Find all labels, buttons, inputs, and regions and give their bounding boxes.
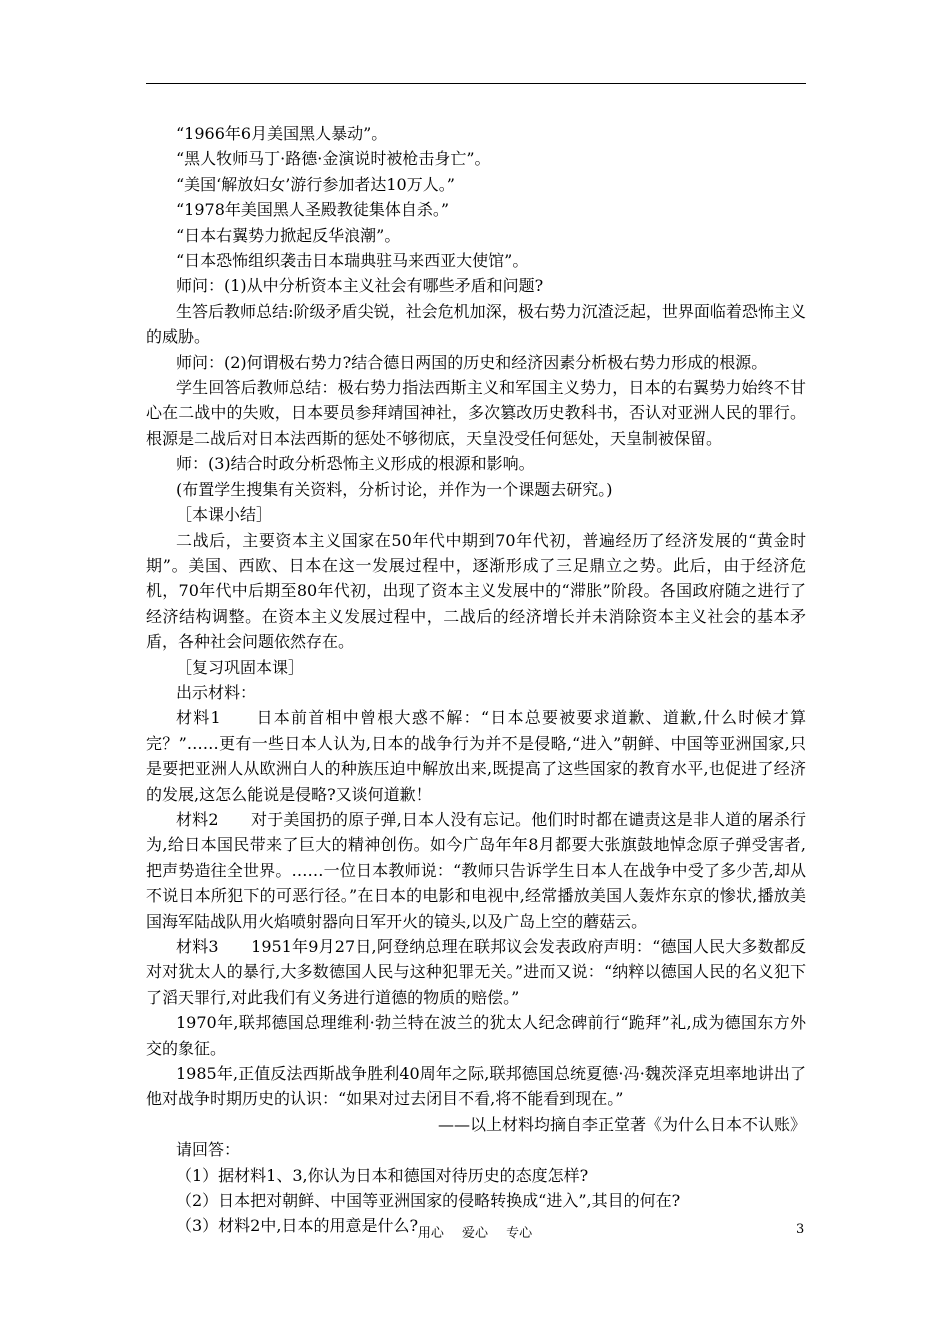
paragraph: 1985年,正值反法西斯战争胜利40周年之际,联邦德国总统夏德·冯·魏茨泽克坦率地讲出了他对战争时期历史的认识：“如果对过去闭目不看,将不能看到现在。” [146, 1064, 806, 1109]
paragraph: “黑人牧师马丁·路德·金演说时被枪击身亡”。 [176, 149, 491, 169]
material-2: 材料2 对于美国扔的原子弹,日本人没有忘记。他们时时都在谴责这是非人道的屠杀行为,给日本国民带来了巨大的精神创伤。如今广岛年年8月都要大张旗鼓地悼念原子弹受害者,把声势造往全世界。……一位日本教师说：“教师只告诉学生日本人在战争中受了多少苦,却从不说日本所犯下的可恶行径。”在日本的电影和电视中,经常播放美国人轰炸东京的惨状,播放美国海军陆战队用火焰喷射器向日军开火的镜头,以及广岛上空的蘑菇云。 [146, 809, 806, 931]
paragraph: 1970年,联邦德国总理维利·勃兰特在波兰的犹太人纪念碑前行“跪拜”礼,成为德国东方外交的象征。 [146, 1013, 806, 1058]
paragraph: (布置学生搜集有关资料，分析讨论，并作为一个课题去研究。) [176, 479, 613, 499]
question-item: （2）日本把对朝鲜、中国等亚洲国家的侵略转换成“进入”,其目的何在? [176, 1191, 681, 1211]
paragraph: 出示材料： [176, 682, 257, 702]
section-heading: ［本课小结］ [176, 505, 273, 525]
paragraph: 生答后教师总结:阶级矛盾尖锐，社会危机加深，极右势力沉渣泛起，世界面临着恐怖主义的威胁。 [146, 301, 806, 347]
question-item: （3）材料2中,日本的用意是什么? [176, 1216, 419, 1236]
paragraph: 二战后，主要资本主义国家在50年代中期到70年代初，普遍经历了经济发展的“黄金时期”。美国、西欧、日本在这一发展过程中，逐渐形成了三足鼎立之势。此后，由于经济危机，70年代中后期至80年代初，出现了资本主义发展中的“滞胀”阶段。各国政府随之进行了经济结构调整。在资本主义发展过程中，二战后的经济增长并未消除资本主义社会的基本矛盾，各种社会问题依然存在。 [146, 530, 806, 652]
document-body [146, 121, 806, 1239]
paragraph: “1978年美国黑人圣殿教徒集体自杀。” [176, 200, 450, 220]
footer-text: 用心 爱心 专心 [417, 1226, 533, 1241]
question-item: （1）据材料1、3,你认为日本和德国对待历史的态度怎样? [176, 1165, 589, 1185]
section-heading: ［复习巩固本课］ [176, 657, 305, 677]
paragraph: 师问：(2)何谓极右势力?结合德日两国的历史和经济因素分析极右势力形成的根源。 [176, 352, 768, 372]
page-number: 3 [796, 1222, 805, 1237]
paragraph: “美国‘解放妇女’游行参加者达10万人。” [176, 174, 455, 194]
paragraph: 学生回答后教师总结：极右势力指法西斯主义和军国主义势力，日本的右翼势力始终不甘心在二战中的失败，日本要员参拜靖国神社，多次篡改历史教科书，否认对亚洲人民的罪行。根源是二战后对日本法西斯的惩处不够彻底，天皇没受任何惩处，天皇制被保留。 [146, 378, 806, 448]
paragraph: 师：(3)结合时政分析恐怖主义形成的根源和影响。 [176, 454, 535, 474]
material-1: 材料1 日本前首相中曾根大惑不解：“日本总要被要求道歉、道歉,什么时候才算完？”……更有一些日本人认为,日本的战争行为并不是侵略,“进入”朝鲜、中国等亚洲国家,只是要把亚洲人从欧洲白人的种族压迫中解放出来,既提高了这些国家的教育水平,也促进了经济的发展,这怎么能说是侵略?又谈何道歉！ [146, 708, 806, 804]
paragraph: 师问：(1)从中分析资本主义社会有哪些矛盾和问题? [176, 276, 544, 296]
paragraph: “日本右翼势力掀起反华浪潮”。 [176, 225, 401, 245]
material-3: 材料3 1951年9月27日,阿登纳总理在联邦议会发表政府声明：“德国人民大多数都反对对犹太人的暴行,大多数德国人民与这种犯罪无关。”进而又说：“纳粹以德国人民的名义犯下了滔天罪行,对此我们有义务进行道德的物质的赔偿。” [146, 937, 806, 1007]
header-rule [146, 83, 806, 84]
questions-intro: 请回答： [176, 1140, 241, 1160]
paragraph: “1966年6月美国黑人暴动”。 [176, 124, 388, 143]
paragraph: “日本恐怖组织袭击日本瑞典驻马来西亚大使馆”。 [176, 251, 529, 271]
source-citation: ——以上材料均摘自李正堂著《为什么日本不认账》 [437, 1114, 806, 1134]
